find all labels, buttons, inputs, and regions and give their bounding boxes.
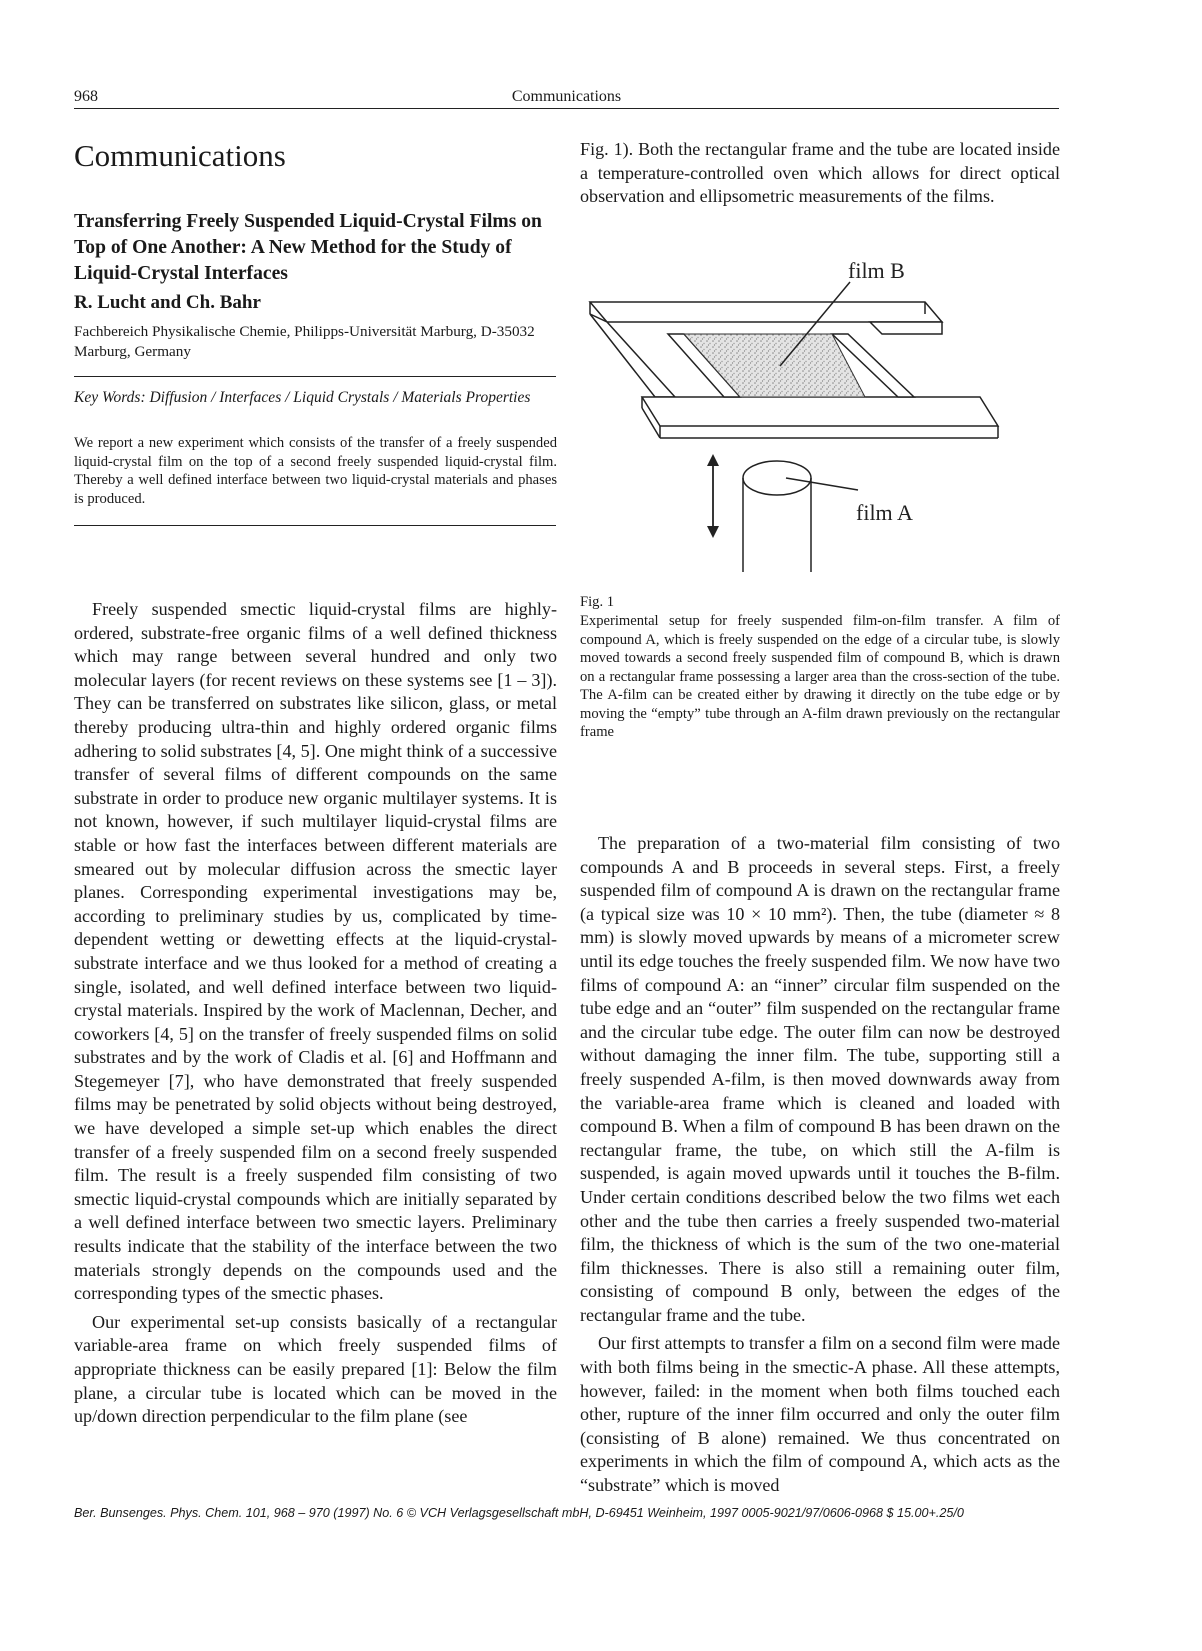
section-title: Communications <box>74 138 286 173</box>
affiliation: Fachbereich Physikalische Chemie, Philipps-Universität Marburg, D-35032 Marburg, Germany <box>74 323 535 360</box>
footer-citation: Ber. Bunsenges. Phys. Chem. 101, 968 – 970 (1997) No. 6 © VCH Verlagsgesellschaft mbH, D-69451 Weinheim, 1997 0005-9021/97/0606-0968 $ 15.00+.25/0 <box>74 1506 964 1520</box>
figure-label: Fig. 1 <box>580 594 615 610</box>
abstract-bottom-rule <box>74 525 556 526</box>
up-down-arrow-icon <box>707 454 719 538</box>
header-rule <box>74 108 1059 109</box>
page-number: 968 <box>74 88 98 105</box>
film-b-label: film B <box>848 258 905 283</box>
abstract: We report a new experiment which consists of the transfer of a freely suspended liquid-crystal film on the top of a second freely suspended liquid-crystal film. Thereby a well defined interface between two liquid-crystal materials and phases is produced. <box>74 435 557 507</box>
paragraph: Fig. 1). Both the rectangular frame and the tube are located inside a temperature-controlled oven which allows for direct optical observation and ellipsometric measurements of the films. <box>580 139 1060 207</box>
paragraph: Freely suspended smectic liquid-crystal films are highly-ordered, substrate-free organic films of a well defined thickness which may range between several hundred and only two molecular layers (for recent reviews on these systems see [1 – 3]). They can be transferred on substrates like silicon, glass, or metal thereby producing ultra-thin and highly ordered organic films adhering to solid substrates [4, 5]. One might think of a successive transfer of several films of different compounds on the same substrate in order to produce new organic multilayer systems. It is not known, however, if such multilayer liquid-crystal films are stable or how fast the interfaces between different materials are smeared out by molecular diffusion across the smectic layer planes. Corresponding experimental investigations may be, according to preliminary studies by us, complicated by time-dependent wetting or dewetting effects at the liquid-crystal-substrate interface and we thus looked for a method of creating a single, isolated, and well defined interface between two liquid-crystal materials. Inspired by the work of Maclennan, Decher, and coworkers [4, 5] on the transfer of freely suspended films on solid substrates and by the work of Cladis et al. [6] and Hoffmann and Stegemeyer [7], who have demonstrated that freely suspended films may be penetrated by solid objects without being destroyed, we have developed a simple set-up which enables the direct transfer of a freely suspended film on a second freely suspended film. The result is a freely suspended film consisting of two smectic liquid-crystal compounds which are initially separated by a well defined interface between two smectic layers. Preliminary results indicate that the stability of the interface between the two materials strongly depends on the compounds used and the corresponding types of the smectic phases. <box>74 599 557 1304</box>
right-column-bottom <box>580 832 1060 1498</box>
keywords: Key Words: Diffusion / Interfaces / Liquid Crystals / Materials Properties <box>74 389 531 406</box>
figure-caption: Experimental setup for freely suspended film-on-film transfer. A film of compound A, which is freely suspended on the edge of a circular tube, is slowly moved towards a second freely suspended film of compound B, which is drawn on a rectangular frame possessing a larger area than the cross-section of the tube. The A-film can be created either by drawing it directly on the tube edge or by moving the “empty” tube through an A-film drawn previously on the rectangular frame <box>580 613 1060 740</box>
circular-tube <box>743 461 811 572</box>
paragraph: The preparation of a two-material film consisting of two compounds A and B proceeds in several steps. First, a freely suspended film of compound A is drawn on the rectangular frame (a typical size was 10 × 10 mm²). Then, the tube (diameter ≈ 8 mm) is slowly moved upwards by means of a micrometer screw until its edge touches the freely suspended film. We now have two films of compound A: an “inner” circular film suspended on the tube edge and an “outer” film suspended on the rectangular frame and the circular tube edge. The outer film can now be destroyed without damaging the inner film. The tube, supporting still a freely suspended A-film, is then moved downwards away from the variable-area frame which is cleaned and loaded with compound B. When a film of compound B has been drawn on the rectangular frame, the tube, on which still the A-film is suspended, is again moved upwards until it touches the B-film. Under certain conditions described below the two films wet each other and the tube then carries a freely suspended two-material film, the thickness of which is the sum of the two one-material film thicknesses. There is also still a remaining outer film, consisting of compound B only, between the edges of the rectangular frame and the tube. <box>580 833 1060 1325</box>
paragraph: Our first attempts to transfer a film on a second film were made with both films being in the smectic-A phase. All these attempts, however, failed: in the moment when both films touched each other, rupture of the inner film occurred and only the outer film (consisting of B alone) remained. We thus concentrated on experiments in which the film of compound A, which acts as the “substrate” which is moved <box>580 1333 1060 1496</box>
film-a-label: film A <box>856 500 913 525</box>
keywords-top-rule <box>74 376 556 377</box>
figure-1-diagram <box>580 250 1020 580</box>
film-a-pointer <box>786 478 858 490</box>
paragraph: Our experimental set-up consists basically of a rectangular variable-area frame on which freely suspended films of appropriate thickness can be easily prepared [1]: Below the film plane, a circular tube is located which can be moved in the up/down direction perpendicular to the film plane (see <box>74 1311 557 1427</box>
right-column-top <box>580 138 1060 209</box>
article-title: Transferring Freely Suspended Liquid-Crystal Films on Top of One Another: A New Method for the Study of Liquid-Crystal Interfaces <box>74 211 542 284</box>
running-head: Communications <box>511 88 622 105</box>
left-column <box>74 598 557 1429</box>
authors: R. Lucht and Ch. Bahr <box>74 292 261 313</box>
